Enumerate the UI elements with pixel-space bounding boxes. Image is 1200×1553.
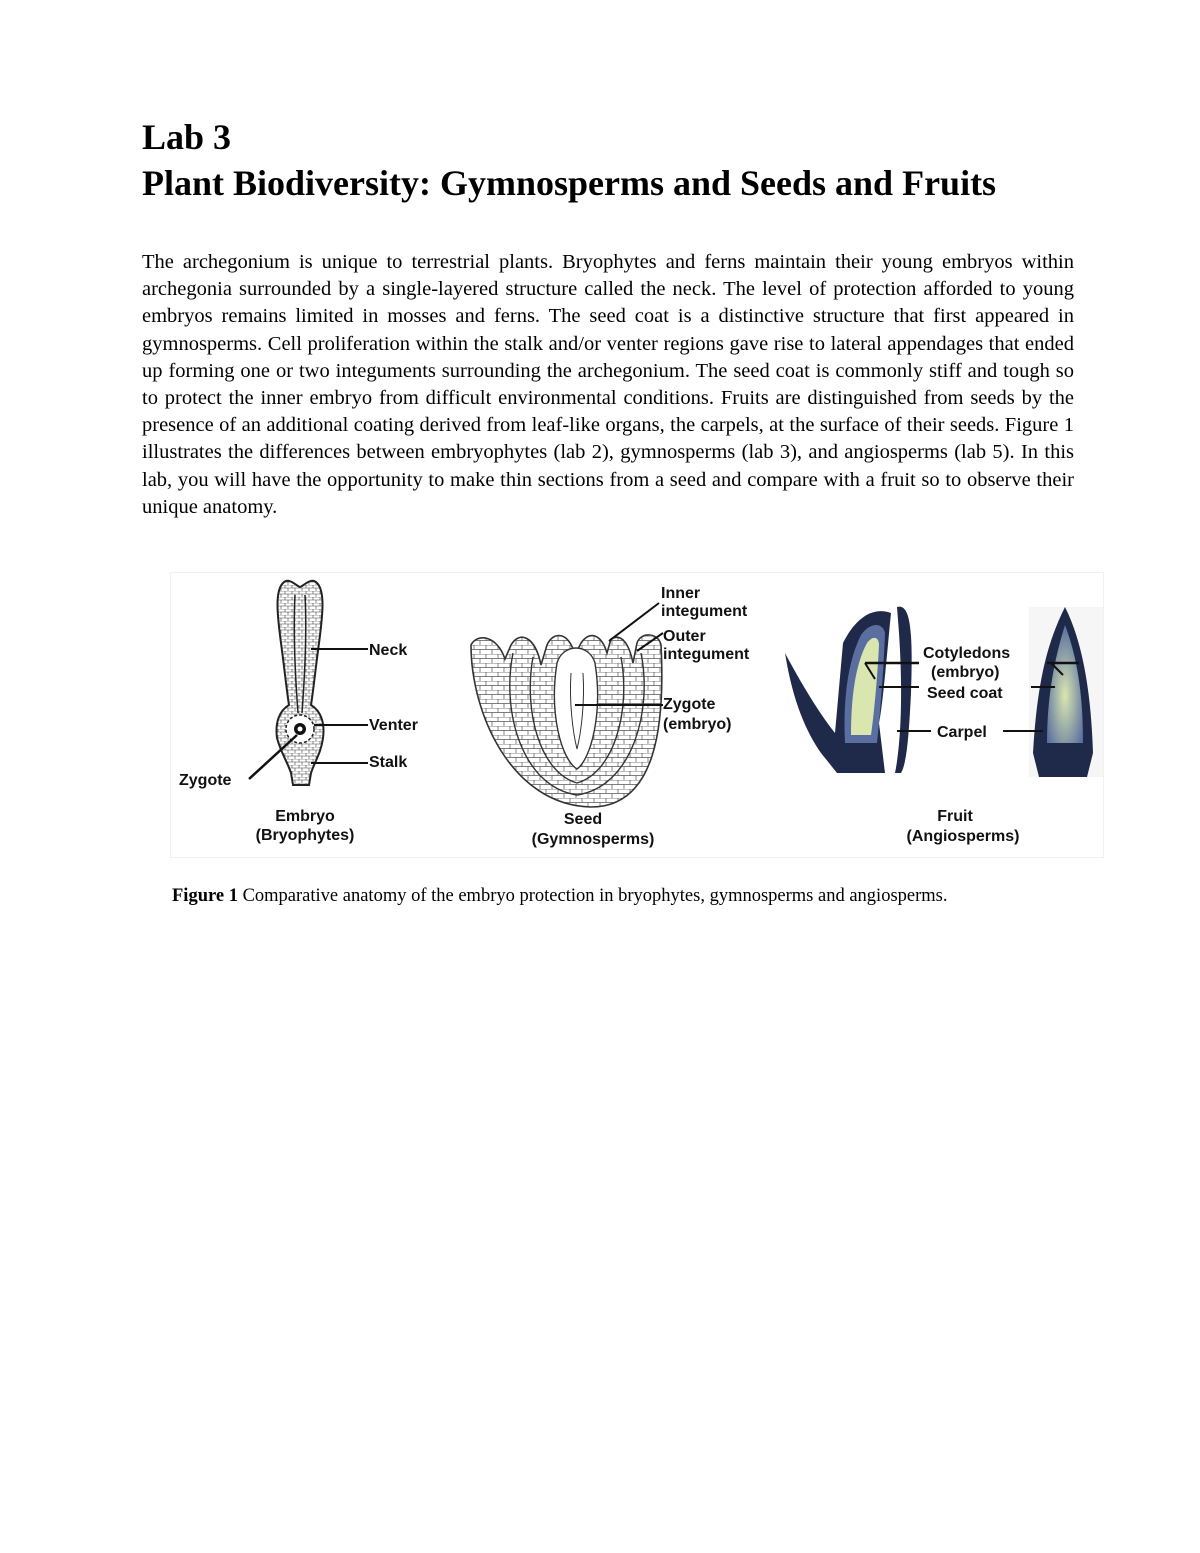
- cotyledons-label-line2: (embryo): [931, 664, 1000, 681]
- angiosperm-fruit-section-photo: [785, 607, 912, 773]
- bryophyte-caption-line2: (Bryophytes): [255, 827, 355, 844]
- carpel-label: Carpel: [937, 724, 987, 741]
- angiosperm-caption-line1: Fruit: [937, 808, 973, 825]
- intro-paragraph: The archegonium is unique to terrestrial plants. Bryophytes and ferns maintain their young embryos within archegonia surrounded by a single-layered structure called the neck. The level of protection afforded to young embryos remains limited in mosses and ferns. The seed coat is a distinctive structure that first appeared in gymnosperms. Cell proliferation within the stalk and/or venter regions gave rise to lateral appendages that ended up forming one or two integuments surrounding the archegonium. The seed coat is commonly stiff and tough so to protect the inner embryo from difficult environmental conditions. Fruits are distinguished from seeds by the presence of an additional coating derived from leaf-like organs, the carpels, at the surface of their seeds. Figure 1 illustrates the differences between embryophytes (lab 2), gymnosperms (lab 3), and angiosperms (lab 5). In this lab, you will have the opportunity to make thin sections from a seed and compare with a fruit so to observe their unique anatomy.: [142, 251, 1074, 518]
- outer-integument-label-line2: integument: [663, 646, 750, 663]
- neck-label: Neck: [369, 642, 408, 659]
- lab-number-heading: Lab 3: [142, 117, 232, 157]
- figure-number: Figure 1: [172, 886, 238, 906]
- inner-integument-label-line1: Inner: [661, 585, 701, 602]
- bryophyte-caption-line1: Embryo: [275, 808, 335, 825]
- gymnosperm-caption-line1: Seed: [563, 811, 603, 828]
- lab-title-heading: Plant Biodiversity: Gymnosperms and Seeds and Fruits: [142, 163, 997, 203]
- seed-coat-label: Seed coat: [927, 685, 1003, 702]
- bryophyte-archegonium-drawing: [277, 581, 324, 785]
- angiosperm-fruit-whole-photo: [1029, 607, 1103, 777]
- angiosperm-caption-line2: (Angiosperms): [906, 828, 1020, 845]
- figure-1: [170, 572, 1104, 858]
- cotyledons-label-line1: Cotyledons: [923, 645, 1011, 662]
- inner-integument-label-line2: integument: [661, 603, 748, 620]
- figure-illustration: [171, 573, 1103, 857]
- zygote-label-gymnosperm-line1: Zygote: [663, 696, 716, 713]
- zygote-label-gymnosperm-line2: (embryo): [663, 716, 732, 733]
- gymnosperm-seed-drawing: [471, 635, 662, 807]
- figure-caption: [172, 884, 1102, 908]
- zygote-label-bryophyte: Zygote: [179, 772, 232, 789]
- figure-caption-text: Comparative anatomy of the embryo protection in bryophytes, gymnosperms and angiosperms.: [237, 886, 948, 906]
- stalk-label: Stalk: [369, 754, 408, 771]
- title-block: [142, 114, 1082, 206]
- venter-label: Venter: [369, 717, 418, 734]
- gymnosperm-caption-line2: (Gymnosperms): [531, 831, 655, 848]
- outer-integument-label-line1: Outer: [663, 628, 706, 645]
